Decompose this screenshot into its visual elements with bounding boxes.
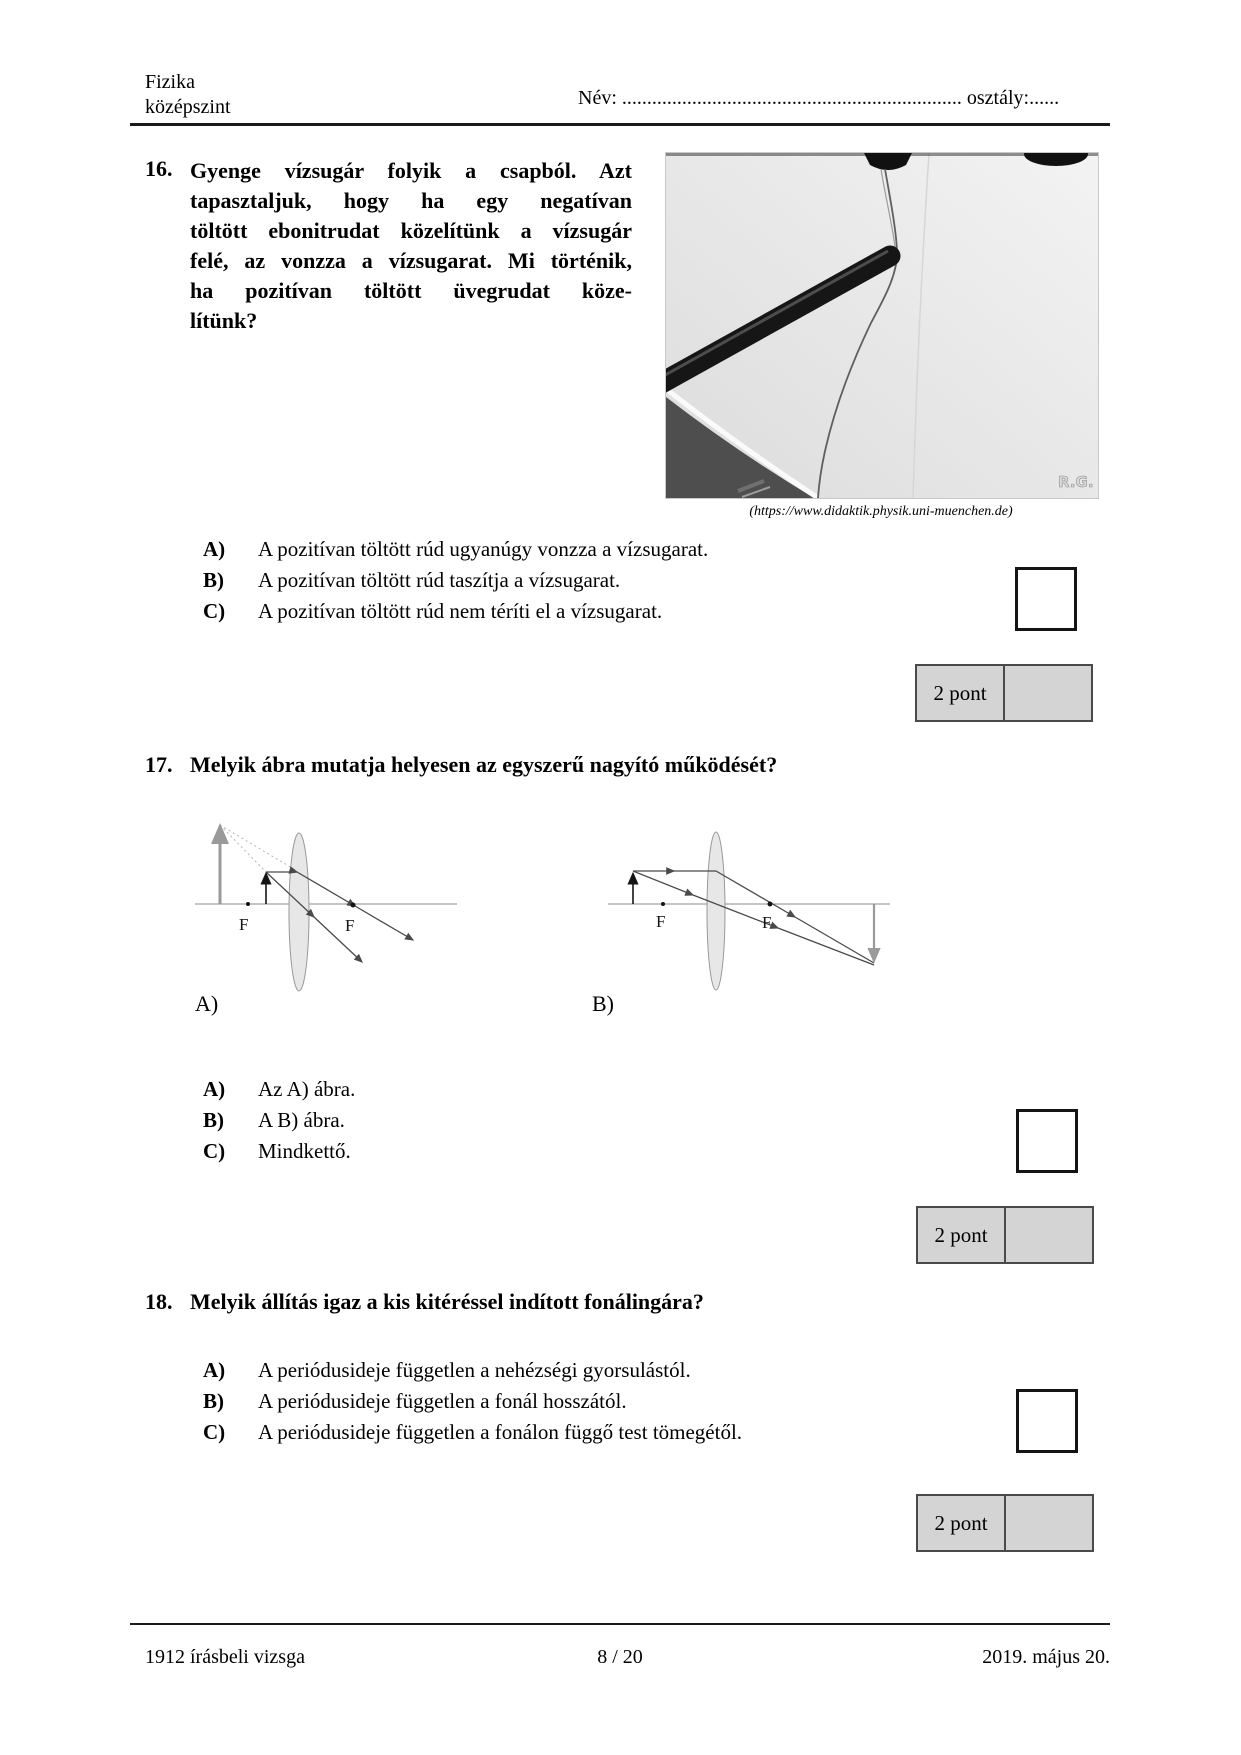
focal-label-right: F [345, 916, 355, 935]
q16-option-c [203, 599, 662, 623]
q16-text-line: lítünk? [190, 308, 258, 333]
footer-rule [130, 1623, 1110, 1625]
option-text: A pozitívan töltött rúd nem téríti el a vízsugarat. [258, 599, 663, 623]
q17-option-c [203, 1139, 351, 1163]
q17-text: Melyik ábra mutatja helyesen az egyszerű nagyító működését? [190, 752, 778, 777]
option-text: A B) ábra. [258, 1108, 345, 1132]
q17-option-a [203, 1077, 355, 1101]
q18-option-c [203, 1420, 742, 1444]
q17-answer-box[interactable] [1016, 1109, 1078, 1173]
q16-answer-box[interactable] [1015, 567, 1077, 631]
option-text: Mindkettő. [258, 1139, 351, 1163]
q18-text: Melyik állítás igaz a kis kitéréssel indított fonálingára? [190, 1289, 704, 1314]
option-label: A) [203, 1077, 226, 1101]
points-label-cell: 2 pont [918, 1496, 1006, 1550]
q16-points-table [915, 664, 1093, 722]
option-label: B) [203, 1108, 224, 1132]
subject-level: középszint [145, 96, 231, 118]
subject-title: Fizika [145, 71, 195, 93]
parallel-ray-refracted [716, 871, 874, 963]
focal-point-right [351, 903, 356, 908]
points-score-cell[interactable] [1006, 1496, 1092, 1550]
q16-text [190, 156, 632, 336]
q17-points-table [916, 1206, 1094, 1264]
photo-watermark: R.G. [1058, 473, 1094, 491]
q17-option-b [203, 1108, 345, 1132]
points-score-cell[interactable] [1005, 666, 1091, 720]
focal-label-left: F [656, 912, 666, 931]
option-label: B) [203, 568, 224, 592]
q18-option-b [203, 1389, 627, 1413]
option-text: A periódusideje független a fonál hosszától. [258, 1389, 627, 1413]
q16-text-line: felé, az vonzza a vízsugarat. Mi történik, [190, 248, 632, 273]
q16-photo [665, 152, 1099, 499]
option-label: C) [203, 1420, 226, 1444]
option-text: Az A) ábra. [258, 1077, 356, 1101]
q17-diagram-b [556, 815, 896, 1000]
q16-option-a [203, 537, 708, 561]
option-text: A pozitívan töltött rúd ugyanúgy vonzza a vízsugarat. [258, 537, 709, 561]
focal-point-right [768, 902, 773, 907]
q17-figure-label-a: A) [195, 991, 219, 1016]
points-label-cell: 2 pont [918, 1208, 1006, 1262]
q18-points-table [916, 1494, 1094, 1552]
option-label: C) [203, 1139, 226, 1163]
points-label-cell: 2 pont [917, 666, 1005, 720]
virtual-ray-extension [220, 825, 297, 871]
q16-text-line: Gyenge vízsugár folyik a csapból. Azt [190, 158, 632, 183]
q16-image-caption: (https://www.didaktik.physik.uni-muenchen.de) [749, 504, 1013, 519]
points-score-cell[interactable] [1006, 1208, 1092, 1262]
parallel-ray [266, 872, 413, 940]
q17-number: 17. [145, 752, 173, 777]
option-label: A) [203, 537, 226, 561]
focal-label-right: F [762, 913, 772, 932]
footer-date: 2019. május 20. [982, 1646, 1110, 1668]
convex-lens [707, 832, 725, 990]
focal-point-left [246, 902, 250, 906]
q16-text-line: ha pozitívan töltött üvegrudat köze- [190, 278, 632, 303]
q16-number: 16. [145, 156, 173, 181]
lens-diagram-a [195, 815, 465, 995]
option-text: A periódusideje független a fonálon függő test tömegétől. [258, 1420, 743, 1444]
option-text: A periódusideje független a nehézségi gyorsulástól. [258, 1358, 691, 1382]
q18-number: 18. [145, 1289, 173, 1314]
name-label: Név: [578, 87, 617, 109]
name-write-area[interactable]: .................................................................... [621, 87, 962, 109]
lens-diagram-b [556, 815, 896, 995]
q16-text-line: tapasztaljuk, hogy ha egy negatívan [190, 188, 632, 213]
water-stream-experiment-photo [666, 153, 1098, 498]
q18-option-a [203, 1358, 691, 1382]
q17-diagram-a [195, 815, 465, 1000]
header-left [145, 70, 231, 120]
option-label: A) [203, 1358, 226, 1382]
q16-text-line: töltött ebonitrudat közelítünk a vízsugár [190, 218, 632, 243]
option-text: A pozitívan töltött rúd taszítja a vízsugarat. [258, 568, 621, 592]
option-label: C) [203, 599, 226, 623]
class-write-area[interactable]: osztály:...... [966, 87, 1060, 109]
footer-exam-code: 1912 írásbeli vizsga [145, 1646, 305, 1668]
header-rule [130, 123, 1110, 126]
option-label: B) [203, 1389, 224, 1413]
q17-figure-label-b: B) [592, 991, 614, 1016]
center-ray [633, 871, 874, 965]
q16-option-b [203, 568, 620, 592]
convex-lens [289, 833, 309, 991]
header-right [578, 86, 1110, 111]
footer-page-number: 8 / 20 [597, 1646, 643, 1668]
focal-point-left [661, 902, 665, 906]
q18-answer-box[interactable] [1016, 1389, 1078, 1453]
focal-label-left: F [239, 915, 249, 934]
